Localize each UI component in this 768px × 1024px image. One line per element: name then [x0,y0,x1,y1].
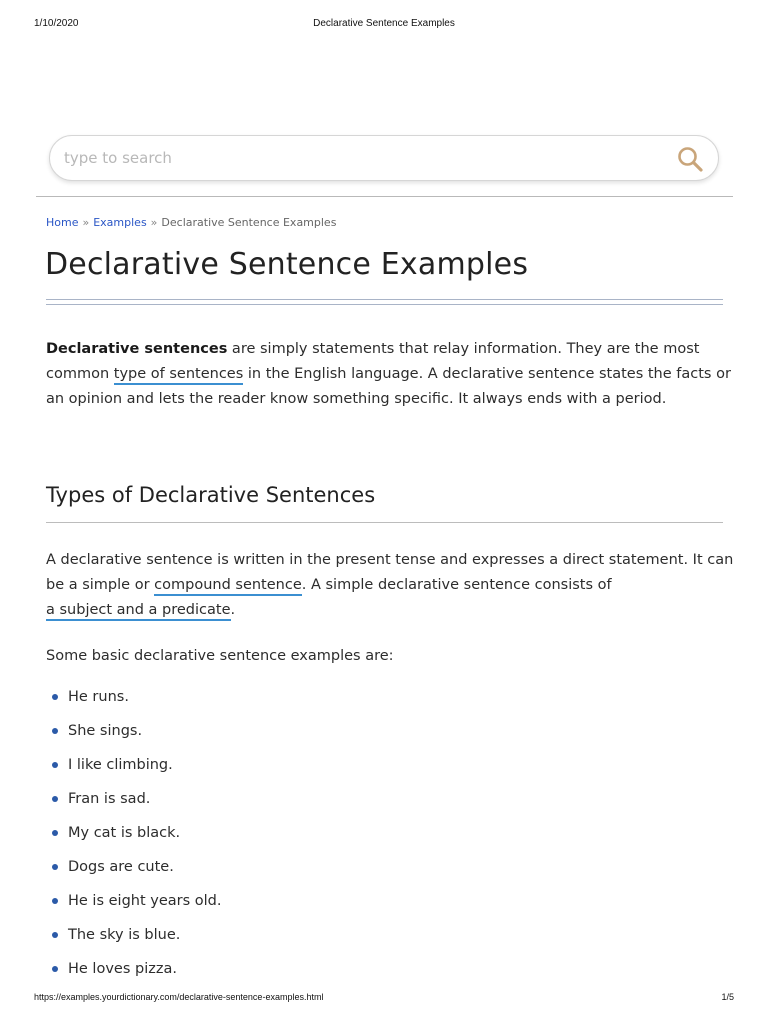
list-item: Dogs are cute. [46,852,222,886]
print-date: 1/10/2020 [34,18,79,29]
header-divider [36,196,733,197]
list-item: He is eight years old. [46,886,222,920]
types-text: A declarative sentence is written in the present tense and expresses a direct statement. It can be a simple or [46,552,734,593]
section-heading: Types of Declarative Sentences [46,483,376,507]
intro-paragraph [46,337,736,412]
type-of-sentences-link[interactable]: type of sentences [114,366,244,385]
breadcrumb-examples-link[interactable]: Examples [93,216,147,229]
list-item: I like climbing. [46,750,222,784]
page-title: Declarative Sentence Examples [45,247,529,282]
list-item: She sings. [46,716,222,750]
examples-list [46,682,222,988]
print-header [0,18,768,32]
print-url: https://examples.yourdictionary.com/declarative-sentence-examples.html [34,992,324,1002]
print-doc-title: Declarative Sentence Examples [313,18,455,29]
intro-text: are simply statements that relay information. They are the most common [46,341,700,382]
types-paragraph [46,548,736,623]
title-divider-bottom [46,304,723,305]
print-footer [0,992,768,1006]
examples-intro: Some basic declarative sentence examples are: [46,648,394,664]
section-divider [46,522,723,523]
search-box[interactable] [49,135,719,181]
title-divider-top [46,299,723,300]
search-input[interactable] [64,146,654,170]
list-item: He runs. [46,682,222,716]
breadcrumb [46,216,336,229]
subject-predicate-link[interactable]: a subject and a predicate [46,602,231,621]
breadcrumb-current: Declarative Sentence Examples [161,216,337,229]
types-text: . [230,602,236,618]
compound-sentence-link[interactable]: compound sentence [154,577,302,596]
types-text: . A simple declarative sentence consists of [301,577,612,593]
breadcrumb-separator: » [150,216,158,229]
search-icon[interactable] [676,145,704,173]
list-item: Fran is sad. [46,784,222,818]
list-item: He loves pizza. [46,954,222,988]
list-item: My cat is black. [46,818,222,852]
breadcrumb-home-link[interactable]: Home [46,216,79,229]
list-item: The sky is blue. [46,920,222,954]
breadcrumb-separator: » [82,216,90,229]
intro-bold-term: Declarative sentences [46,341,228,357]
intro-text: in the English language. A declarative sentence states the facts or an opinion and lets the reader know something specific. It always ends with a period. [46,366,731,407]
print-page-number: 1/5 [721,992,734,1002]
